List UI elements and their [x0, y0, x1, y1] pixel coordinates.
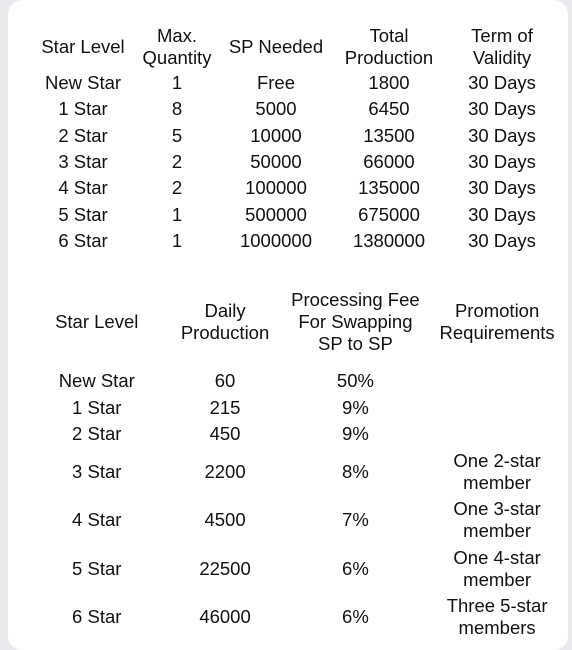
daily-production-cell: 22500 [199, 557, 251, 579]
sp-needed-cell: 500000 [245, 203, 307, 225]
star-level-cell: 5 Star [72, 557, 122, 579]
processing-fee-cell: 9% [342, 396, 369, 418]
header-daily-production: Daily Production [180, 300, 270, 343]
processing-fee-cell: 6% [342, 606, 369, 628]
header-star-level: Star Level [41, 36, 125, 57]
promotion-requirement-cell: One 2-star member [453, 449, 541, 493]
header-promotion-requirements: Promotion Requirements [439, 300, 555, 343]
max-quantity-cell: 1 [171, 203, 183, 225]
star-level-cell: 1 Star [58, 98, 108, 120]
header-total-production: Total Production [344, 25, 434, 68]
star-level-cell: 1 Star [72, 396, 122, 418]
header-max-quantity: Max. Quantity [142, 25, 212, 68]
star-level-cell: New Star [44, 72, 122, 94]
table-row [30, 421, 570, 448]
table-header-row [30, 24, 560, 70]
processing-fee-cell: 6% [342, 557, 369, 579]
table-row [30, 395, 570, 422]
validity-cell: 30 Days [468, 72, 536, 94]
table-row [30, 496, 570, 545]
total-production-cell: 1380000 [352, 229, 426, 251]
max-quantity-cell: 5 [171, 124, 183, 146]
header-star-level: Star Level [55, 311, 139, 332]
table-row [30, 593, 570, 642]
star-level-quantity-table [30, 24, 560, 254]
table-row [30, 545, 570, 594]
table-row [30, 175, 560, 201]
star-level-cell: 6 Star [58, 229, 108, 251]
star-level-cell: New Star [58, 370, 135, 392]
daily-production-cell: 4500 [204, 509, 246, 531]
daily-production-cell: 2200 [204, 460, 246, 482]
promotion-requirement-cell [424, 368, 570, 395]
total-production-cell: 66000 [363, 151, 415, 173]
processing-fee-cell: 50% [336, 370, 374, 392]
table-row [30, 448, 570, 497]
max-quantity-cell: 1 [171, 229, 183, 251]
total-production-cell: 135000 [358, 177, 420, 199]
header-processing-fee: Processing Fee For Swapping SP to SP [291, 289, 420, 354]
validity-cell: 30 Days [468, 151, 536, 173]
star-level-cell: 5 Star [58, 203, 108, 225]
promotion-requirement-cell: One 4-star member [453, 546, 541, 590]
table-row [30, 149, 560, 175]
table-row [30, 228, 560, 254]
validity-cell: 30 Days [468, 229, 536, 251]
star-level-cell: 3 Star [72, 460, 122, 482]
table-row [30, 70, 560, 96]
promotion-requirement-cell [424, 395, 570, 422]
processing-fee-cell: 9% [342, 423, 369, 445]
header-term-of-validity: Term of Validity [471, 25, 533, 68]
max-quantity-cell: 1 [171, 72, 183, 94]
validity-cell: 30 Days [468, 203, 536, 225]
sp-needed-cell: 10000 [250, 124, 302, 146]
total-production-cell: 1800 [368, 72, 410, 94]
header-sp-needed: SP Needed [228, 36, 324, 57]
max-quantity-cell: 2 [171, 177, 183, 199]
table-row [30, 368, 570, 395]
table-row [30, 123, 560, 149]
sp-needed-cell: 100000 [245, 177, 307, 199]
daily-production-table [30, 276, 570, 642]
content-card [8, 0, 568, 650]
daily-production-cell: 60 [214, 370, 236, 392]
sp-needed-cell: 5000 [255, 98, 297, 120]
star-level-cell: 4 Star [72, 509, 122, 531]
total-production-cell: 13500 [363, 124, 415, 146]
daily-production-cell: 450 [209, 423, 241, 445]
validity-cell: 30 Days [468, 177, 536, 199]
star-level-cell: 2 Star [72, 423, 122, 445]
daily-production-cell: 46000 [199, 606, 251, 628]
star-level-cell: 6 Star [72, 606, 122, 628]
table-header-row [30, 276, 570, 368]
sp-needed-cell: Free [256, 72, 296, 94]
sp-needed-cell: 1000000 [239, 229, 313, 251]
star-level-cell: 4 Star [58, 177, 108, 199]
validity-cell: 30 Days [468, 124, 536, 146]
promotion-requirement-cell: One 3-star member [453, 498, 541, 542]
star-level-cell: 3 Star [58, 151, 108, 173]
promotion-requirement-cell: Three 5-star members [446, 595, 548, 639]
validity-cell: 30 Days [468, 98, 536, 120]
table-row [30, 201, 560, 227]
promotion-requirement-cell [424, 421, 570, 448]
star-level-cell: 2 Star [58, 124, 108, 146]
table-row [30, 96, 560, 122]
max-quantity-cell: 8 [171, 98, 183, 120]
total-production-cell: 6450 [368, 98, 410, 120]
sp-needed-cell: 50000 [250, 151, 302, 173]
max-quantity-cell: 2 [171, 151, 183, 173]
total-production-cell: 675000 [358, 203, 420, 225]
daily-production-cell: 215 [209, 396, 241, 418]
processing-fee-cell: 7% [342, 509, 369, 531]
processing-fee-cell: 8% [342, 460, 369, 482]
